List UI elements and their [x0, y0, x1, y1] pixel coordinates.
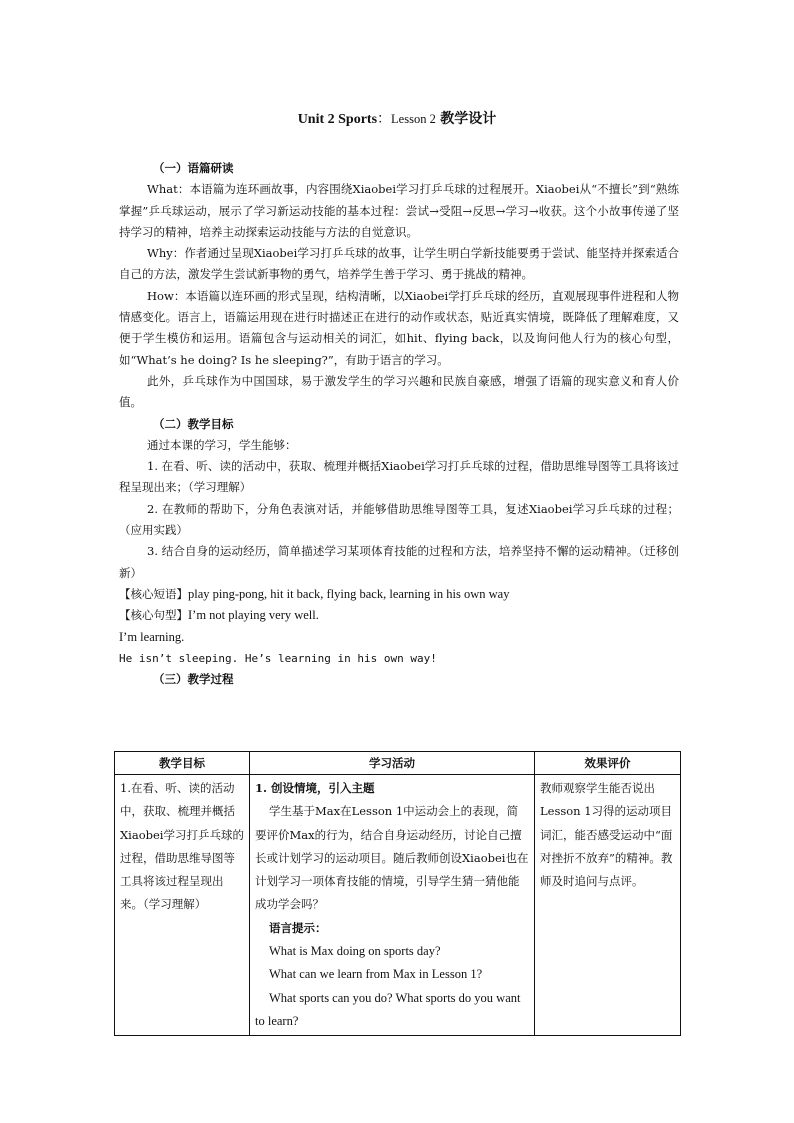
evaluation-cell-text: 教师观察学生能否说出Lesson 1习得的运动项目词汇，能否感受运动中“面对挫折不放弃”的精神。教师及时追问与点评。: [540, 781, 673, 889]
page-title: [0, 108, 794, 128]
title-design: 教学设计: [440, 111, 497, 127]
objective-cell-text: 1.在看、听、读的活动中，获取、梳理并概括Xiaobei学习打乒乓球的过程，借助思维导图等工具将该过程呈现出来。（学习理解）: [120, 781, 244, 912]
core-sentence-2: I’m learning.: [119, 629, 185, 644]
header-activity: 学习活动: [250, 752, 535, 775]
core-phrases-label: 【核心短语】: [119, 586, 188, 601]
core-sentence-3: He isn’t sleeping. He’s learning in his own way!: [119, 651, 437, 665]
section-heading-text-analysis: （一）语篇研读: [153, 161, 234, 175]
objective-1: 1. 在看、听、读的活动中，获取、梳理并概括Xiaobei学习打乒乓球的过程，借助思维导图等工具将该过程呈现出来；（学习理解）: [119, 459, 679, 495]
language-hint-q3: What sports can you do? What sports do you want to learn?: [255, 990, 521, 1028]
title-lesson: Lesson 2: [391, 112, 436, 126]
objective-2: 2. 在教师的帮助下，分角色表演对话，并能够借助思维导图等工具，复述Xiaobei学习乒乓球的过程；（应用实践）: [119, 501, 679, 538]
title-separator: ：: [377, 111, 392, 127]
paragraph-why: Why：作者通过呈现Xiaobei学习打乒乓球的故事，让学生明白学新技能要勇于尝试、能坚持并探索适合自己的方法，激发学生尝试新事物的勇气，培养学生善于学习、勇于挑战的精神。: [119, 246, 679, 282]
section-heading-process: （三）教学过程: [153, 672, 234, 687]
paragraph-what: What：本语篇为连环画故事，内容围绕Xiaobei学习打乒乓球的过程展开。Xiaobei从“不擅长”到“熟练掌握”乒乓球运动，展示了学习新运动技能的基本过程：尝试→受阻→反思→学习→收获。这个小故事传递了坚持学习的精神，培养主动探索运动技能与方法的自觉意识。: [119, 182, 679, 239]
document-body: [119, 158, 679, 690]
paragraph-how: How：本语篇以连环画的形式呈现，结构清晰，以Xiaobei学打乒乓球的经历，直观展现事件进程和人物情感变化。语言上，语篇运用现在进行时描述正在进行的动作或状态，贴近真实情境，既降低了理解难度，又便于学生模仿和运用。语篇包含与运动相关的词汇，如hit、flying back，以及询问他人行为的核心句型，如“What’s he doing? Is he sleeping?”，有助于语言的学习。: [119, 288, 679, 367]
table-header-row: [115, 752, 681, 775]
activity-step: 1. 创设情境，引入主题: [255, 781, 375, 795]
core-sentences: [119, 605, 679, 626]
cell-objective: [115, 775, 250, 1036]
language-hint-q1: What is Max doing on sports day?: [269, 944, 441, 959]
core-sentences-label: 【核心句型】: [119, 608, 188, 623]
header-objective: 教学目标: [115, 752, 250, 775]
cell-evaluation: [535, 775, 681, 1036]
section-heading-objectives: （二）教学目标: [153, 416, 234, 431]
header-evaluation: 效果评价: [535, 752, 681, 775]
cell-activity: [250, 775, 535, 1036]
objective-3: 3. 结合自身的运动经历，简单描述学习某项体育技能的过程和方法，培养坚持不懈的运动精神。（迁移创新）: [119, 544, 679, 580]
teaching-process-table: [114, 751, 681, 1036]
core-sentence-1: I’m not playing very well.: [188, 608, 319, 623]
title-unit: Unit 2 Sports: [297, 112, 378, 127]
activity-text: 学生基于Max在Lesson 1中运动会上的表现，简要评价Max的行为，结合自身运动经历，讨论自己擅长或计划学习的运动项目。随后教师创设Xiaobei也在计划学习一项体育技能的情境，引导学生猜一猜他能成功学会吗？: [255, 804, 529, 912]
paragraph-extra: 此外，乒乓球作为中国国球，易于激发学生的学习兴趣和民族自豪感，增强了语篇的现实意义和育人价值。: [119, 373, 679, 410]
core-phrases: [119, 584, 679, 605]
table-row: [115, 775, 681, 1036]
language-hint-q2: What can we learn from Max in Lesson 1?: [269, 967, 483, 982]
core-phrases-text: play ping-pong, hit it back, flying back, learning in his own way: [188, 586, 510, 601]
objectives-intro: 通过本课的学习，学生能够：: [147, 437, 297, 452]
language-hint-label: 语言提示：: [269, 920, 327, 935]
